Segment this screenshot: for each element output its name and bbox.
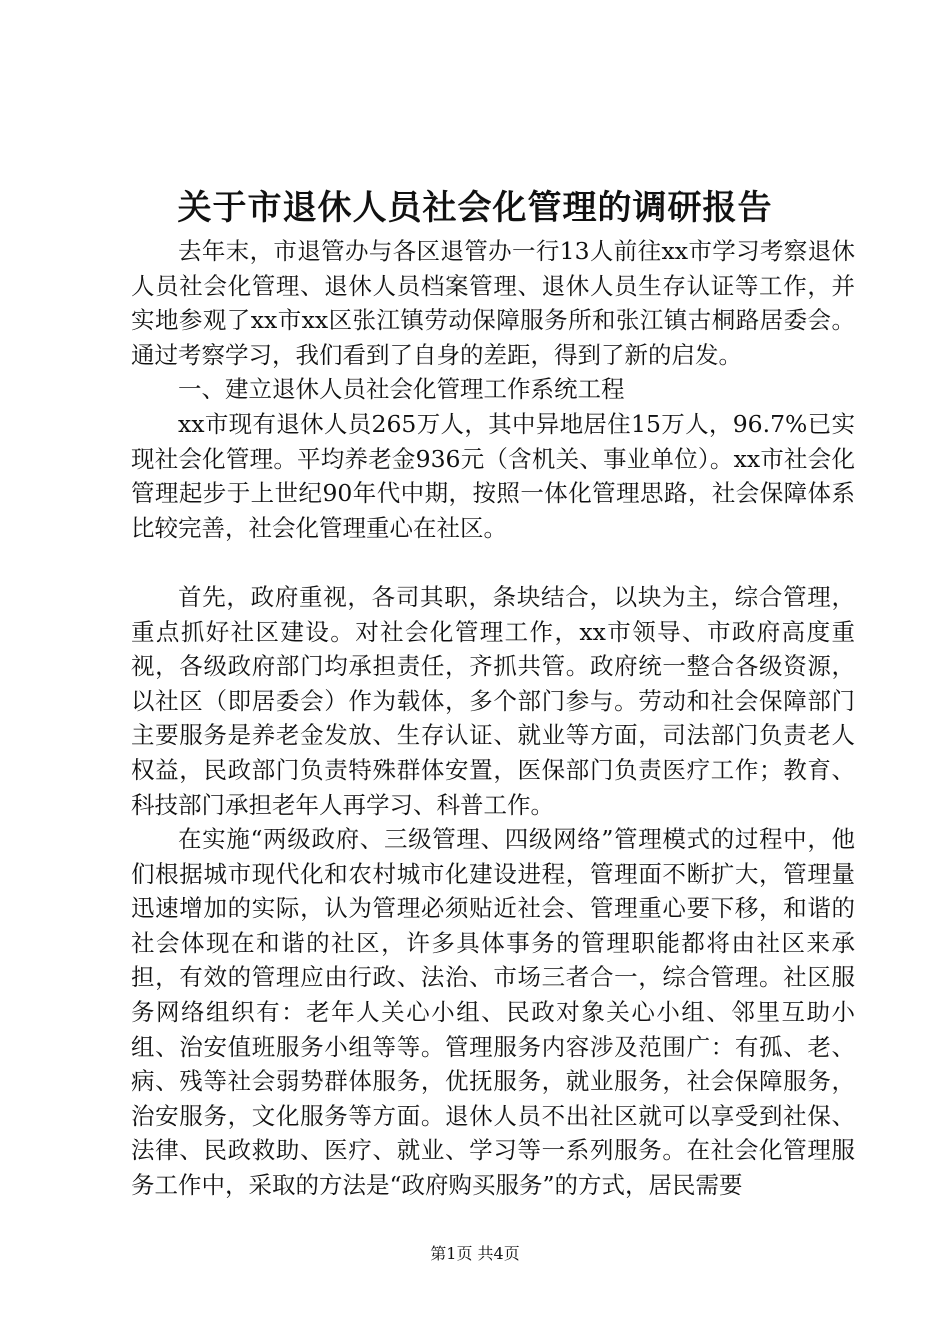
paragraph-first: 首先，政府重视，各司其职，条块结合，以块为主，综合管理，重点抓好社区建设。对社会化管理工作，xx市领导、市政府高度重视，各级政府部门均承担责任，齐抓共管。政府统一整合各级资源，以社区（即居委会）作为载体，多个部门参与。劳动和社会保障部门主要服务是养老金发放、生存认证、就业等方面，司法部门负责老人权益，民政部门负责特殊群体安置，医保部门负责医疗工作；教育、科技部门承担老年人再学习、科普工作。 [131, 582, 855, 819]
paragraph-implementation: 在实施“两级政府、三级管理、四级网络”管理模式的过程中，他们根据城市现代化和农村城市化建设进程，管理面不断扩大，管理量迅速增加的实际，认为管理必须贴近社会、管理重心要下移，和谐的社会体现在和谐的社区，许多具体事务的管理职能都将由社区来承担，有效的管理应由行政、法治、市场三者合一，综合管理。社区服务网络组织有：老年人关心小组、民政对象关心小组、邻里互助小组、治安值班服务小组等等。管理服务内容涉及范围广：有孤、老、病、残等社会弱势群体服务，优抚服务，就业服务，社会保障服务，治安服务，文化服务等方面。退休人员不出社区就可以享受到社保、法律、民政救助、医疗、就业、学习等一系列服务。在社会化管理服务工作中，采取的方法是“政府购买服务”的方式，居民需要 [131, 825, 855, 1200]
document-body [131, 234, 855, 1203]
paragraph-overview: xx市现有退休人员265万人，其中异地居住15万人，96.7%已实现社会化管理。平均养老金936元（含机关、事业单位）。xx市社会化管理起步于上世纪90年代中期，按照一体化管理思路，社会保障体系比较完善，社会化管理重心在社区。 [131, 409, 855, 542]
paragraph-intro: 去年末，市退管办与各区退管办一行13人前往xx市学习考察退休人员社会化管理、退休人员档案管理、退休人员生存认证等工作，并实地参观了xx市xx区张江镇劳动保障服务所和张江镇古桐路居委会。通过考察学习，我们看到了自身的差距，得到了新的启发。 [131, 237, 855, 369]
document-title: 关于市退休人员社会化管理的调研报告 [177, 188, 773, 228]
page-number-footer: 第1页 共4页 [430, 1244, 520, 1263]
section-heading-1: 一、建立退休人员社会化管理工作系统工程 [178, 375, 625, 404]
